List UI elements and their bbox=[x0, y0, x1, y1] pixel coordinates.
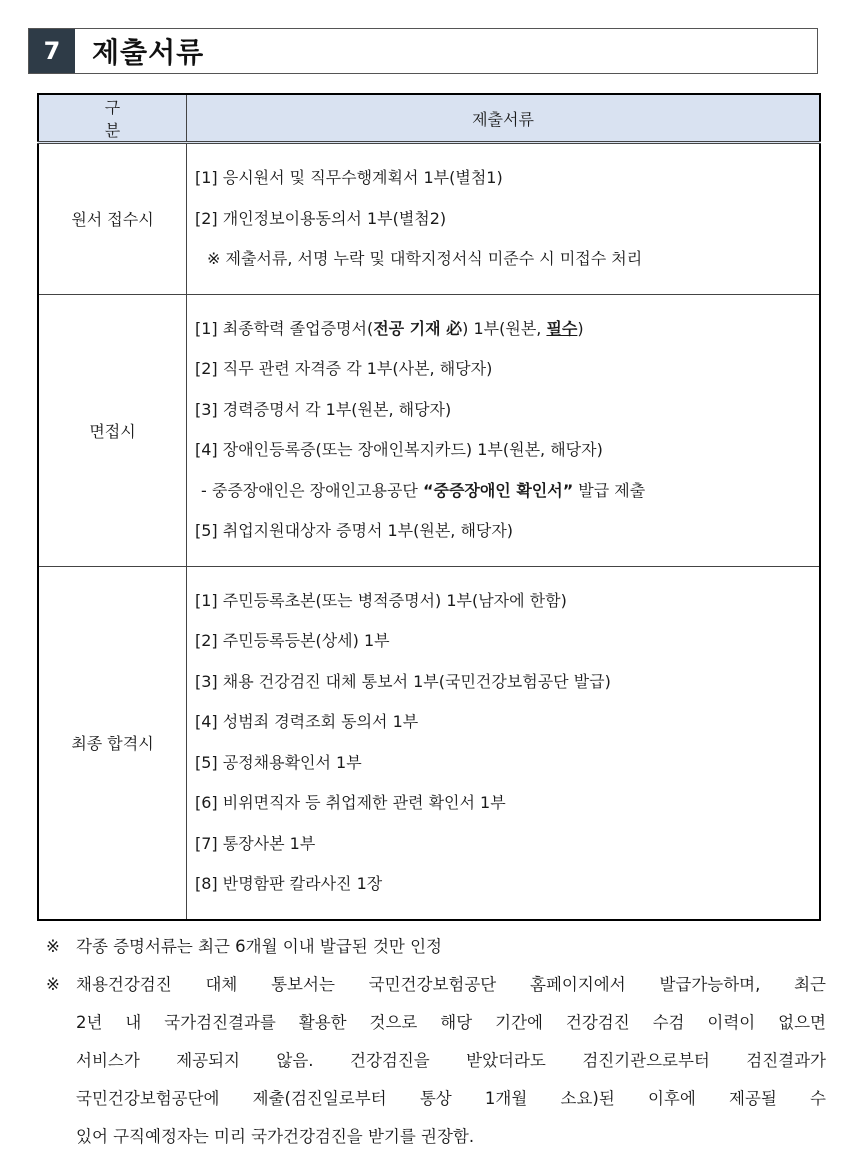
item-text: ) 1부(원본, bbox=[462, 318, 547, 338]
list-item-note: ※ 제출서류, 서명 누락 및 대학지정서식 미준수 시 미접수 처리 bbox=[207, 249, 643, 268]
item-text: ) bbox=[577, 318, 584, 338]
list-item: [1] 주민등록초본(또는 병적증명서) 1부(남자에 한함) bbox=[195, 590, 567, 610]
list-item-subnote bbox=[195, 471, 819, 512]
item-required: 필수 bbox=[546, 318, 578, 338]
note-mark: ※ bbox=[46, 975, 60, 994]
category-cell: 원서 접수시 bbox=[38, 143, 187, 295]
note-line: 서비스가 제공되지 않음. 건강검진을 받았더라도 검진기관으로부터 검진결과가 bbox=[76, 1051, 826, 1070]
documents-table bbox=[37, 93, 821, 921]
list-item bbox=[195, 309, 819, 350]
table-header-row bbox=[38, 94, 820, 143]
note-line: 채용건강검진 대체 통보서는 국민건강보험공단 홈페이지에서 발급가능하며, 최근 bbox=[76, 975, 826, 994]
list-item: [2] 직무 관련 자격증 각 1부(사본, 해당자) bbox=[195, 359, 493, 378]
list-item: [3] 경력증명서 각 1부(원본, 해당자) bbox=[195, 399, 452, 419]
header-documents: 제출서류 bbox=[187, 94, 821, 143]
list-item: [4] 성범죄 경력조회 동의서 1부 bbox=[195, 712, 419, 731]
note-line: 각종 증명서류는 최근 6개월 이내 발급된 것만 인정 bbox=[76, 937, 442, 956]
items-cell bbox=[187, 566, 821, 920]
section-number: 7 bbox=[29, 29, 75, 73]
footnote bbox=[46, 966, 826, 1156]
section-title: 제출서류 bbox=[92, 36, 205, 69]
header-category: 구 분 bbox=[38, 94, 187, 143]
footnotes bbox=[46, 928, 826, 1156]
table-row bbox=[38, 294, 820, 566]
note-text bbox=[76, 928, 826, 966]
table-row bbox=[38, 566, 820, 920]
item-text: [1] 최종학력 졸업증명서( bbox=[195, 318, 374, 338]
list-item: [2] 개인정보이용동의서 1부(별첨2) bbox=[195, 208, 447, 228]
item-emphasis: “중증장애인 확인서” bbox=[422, 480, 574, 500]
note-mark: ※ bbox=[46, 937, 60, 956]
list-item: [5] 공정채용확인서 1부 bbox=[195, 752, 362, 772]
note-text bbox=[76, 966, 826, 1156]
list-item: [6] 비위면직자 등 취업제한 관련 확인서 1부 bbox=[195, 793, 506, 812]
footnote bbox=[46, 928, 826, 966]
item-text: - 중증장애인은 장애인고용공단 bbox=[201, 480, 423, 500]
items-cell bbox=[187, 143, 821, 295]
list-item: [2] 주민등록등본(상세) 1부 bbox=[195, 631, 390, 650]
list-item: [8] 반명함판 칼라사진 1장 bbox=[195, 874, 383, 893]
note-line: 2년 내 국가검진결과를 활용한 것으로 해당 기간에 건강검진 수검 이력이 없으면 bbox=[76, 1013, 826, 1032]
list-item: [5] 취업지원대상자 증명서 1부(원본, 해당자) bbox=[195, 521, 514, 540]
note-line: 국민건강보험공단에 제출(검진일로부터 통상 1개월 소요)된 이후에 제공될 수 bbox=[76, 1089, 826, 1108]
category-cell: 면접시 bbox=[38, 294, 187, 566]
list-item: [4] 장애인등록증(또는 장애인복지카드) 1부(원본, 해당자) bbox=[195, 440, 603, 459]
list-item: [3] 채용 건강검진 대체 통보서 1부(국민건강보험공단 발급) bbox=[195, 671, 611, 691]
category-cell: 최종 합격시 bbox=[38, 566, 187, 920]
items-cell bbox=[187, 294, 821, 566]
item-text: 발급 제출 bbox=[573, 480, 646, 500]
list-item: [7] 통장사본 1부 bbox=[195, 833, 316, 853]
table-row bbox=[38, 143, 820, 295]
list-item: [1] 응시원서 및 직무수행계획서 1부(별첨1) bbox=[195, 168, 503, 187]
item-emphasis: 전공 기재 必 bbox=[373, 318, 463, 338]
note-line: 있어 구직예정자는 미리 국가건강검진을 받기를 권장함. bbox=[76, 1127, 475, 1146]
section-header bbox=[28, 28, 818, 74]
